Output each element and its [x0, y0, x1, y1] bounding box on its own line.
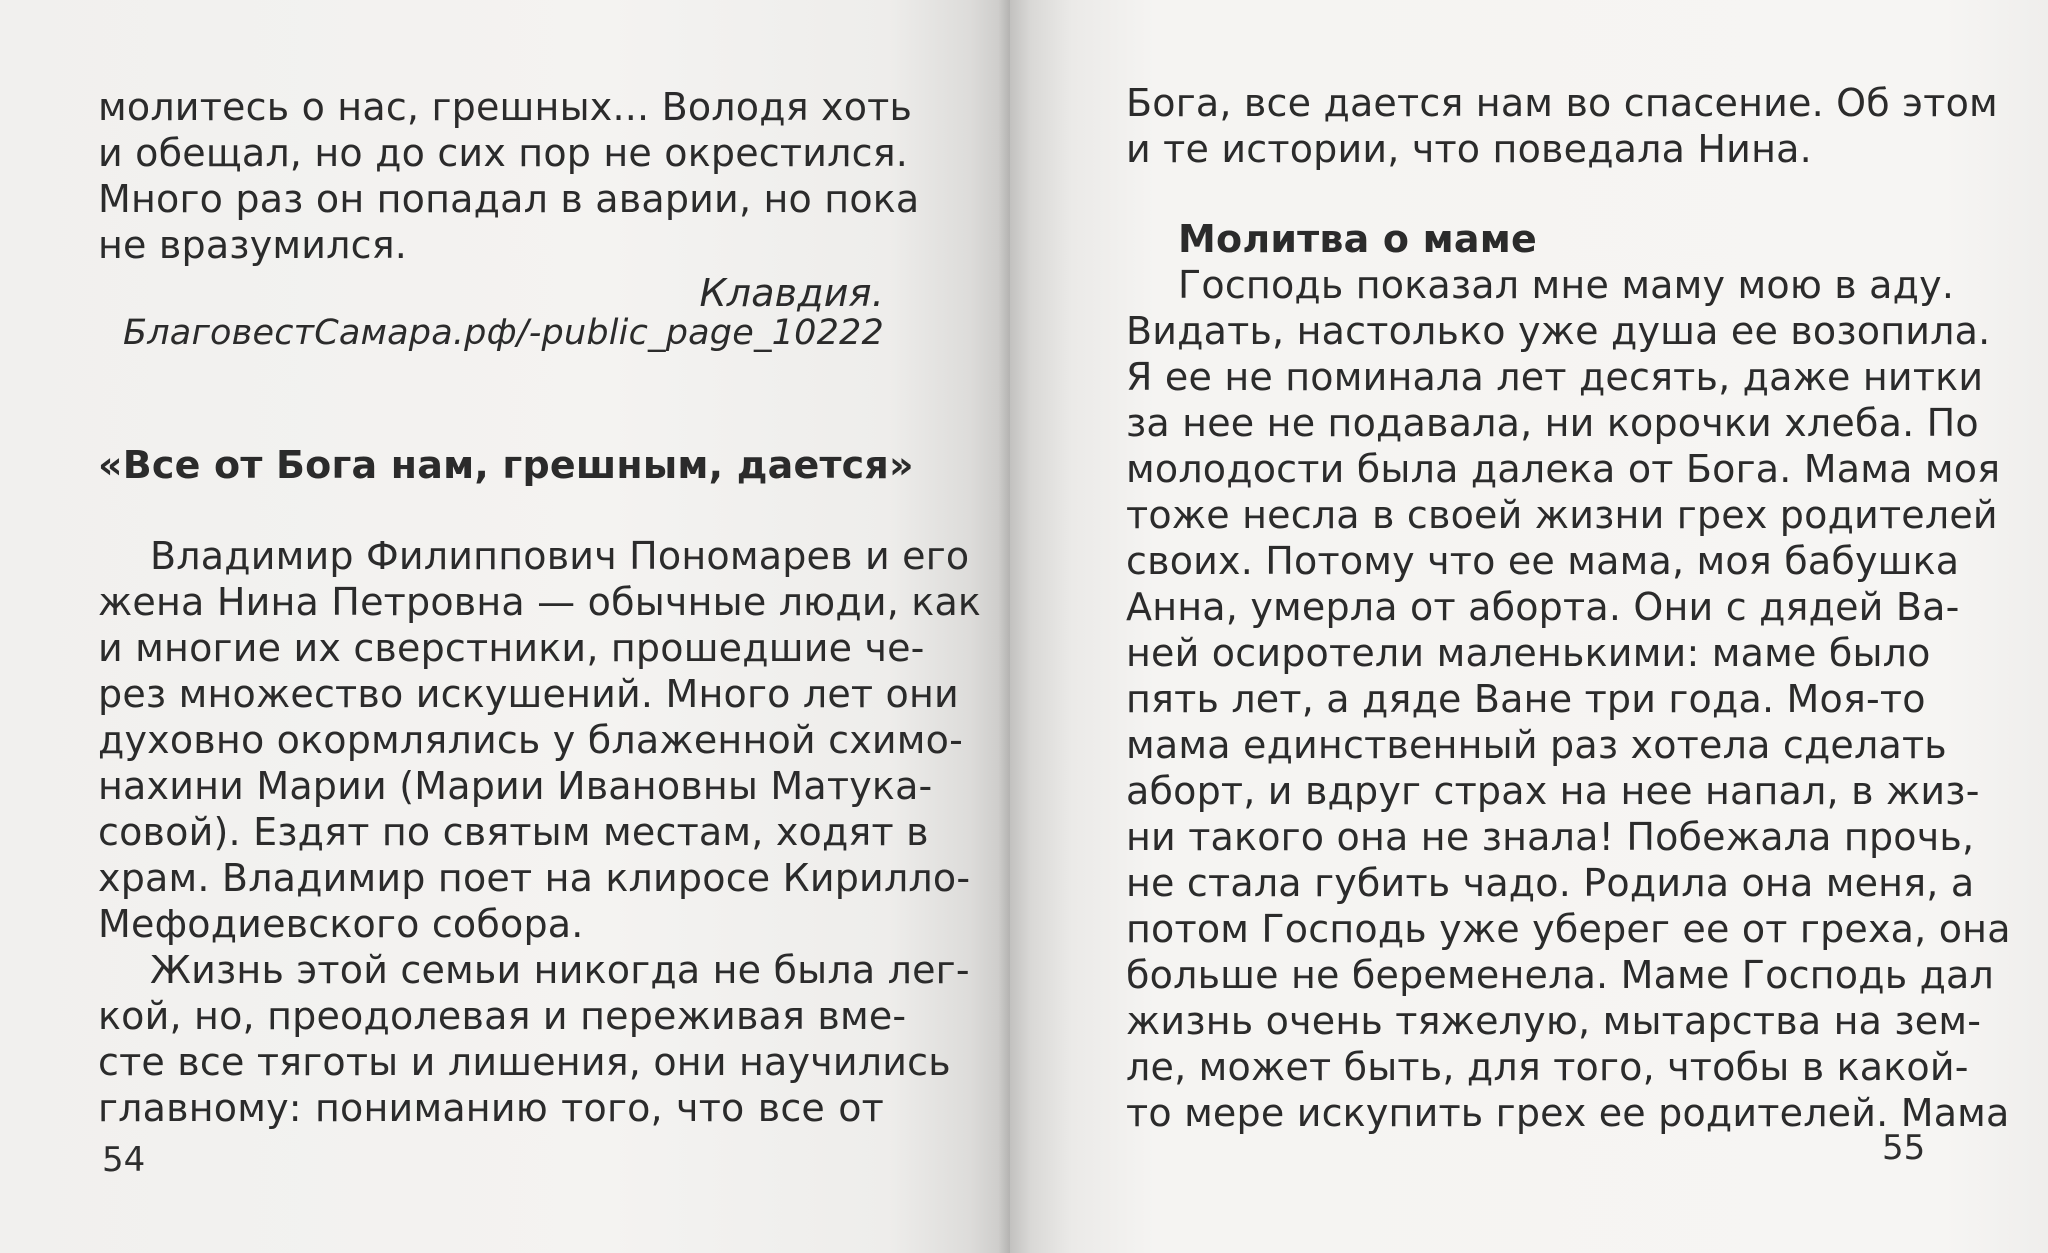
paragraph-line: главному: пониманию того, что все от — [98, 1086, 884, 1130]
subheading: Молитва о маме — [1178, 217, 1537, 261]
paragraph-line: своих. Потому что ее мама, моя бабушка — [1126, 539, 1960, 583]
paragraph-line: храм. Владимир поет на клиросе Кирилло- — [98, 856, 971, 900]
paragraph-line: сте все тяготы и лишения, они научились — [98, 1040, 951, 1084]
paragraph-line: духовно окормлялись у блаженной схимо- — [98, 718, 964, 762]
section-heading: «Все от Бога нам, грешным, дается» — [98, 443, 914, 487]
left-page — [0, 0, 1010, 1253]
paragraph-line: не стала губить чадо. Родила она меня, а — [1126, 861, 1975, 905]
paragraph-line: жизнь очень тяжелую, мытарства на зем- — [1126, 999, 1982, 1043]
paragraph-line: аборт, и вдруг страх на нее напал, в жиз- — [1126, 769, 1980, 813]
paragraph-line: ни такого она не знала! Побежала прочь, — [1126, 815, 1975, 859]
page-number: 55 — [1882, 1128, 1926, 1168]
paragraph-line: мама единственный раз хотела сделать — [1126, 723, 1947, 767]
paragraph-line: Господь показал мне маму мою в аду. — [1178, 263, 1955, 307]
paragraph-line: Владимир Филиппович Пономарев и его — [150, 534, 970, 578]
paragraph-line: больше не беременела. Маме Господь дал — [1126, 953, 1995, 997]
paragraph-line: Мефодиевского собора. — [98, 902, 584, 946]
paragraph-line: Я ее не поминала лет десять, даже нитки — [1126, 355, 1984, 399]
paragraph-line: за нее не подавала, ни корочки хлеба. По — [1126, 401, 1979, 445]
paragraph-line: пять лет, а дяде Ване три года. Моя-то — [1126, 677, 1926, 721]
paragraph-line: нахини Марии (Марии Ивановны Матука- — [98, 764, 933, 808]
paragraph-line: ней осиротели маленькими: маме было — [1126, 631, 1931, 675]
text-line: молитесь о нас, грешных... Володя хоть — [98, 85, 913, 129]
paragraph-line: рез множество искушений. Много лет они — [98, 672, 959, 716]
paragraph-line: то мере искупить грех ее родителей. Мама — [1126, 1091, 2010, 1135]
paragraph-line: жена Нина Петровна — обычные люди, как — [98, 580, 982, 624]
paragraph-line: потом Господь уже уберег ее от греха, она — [1126, 907, 2011, 951]
paragraph-line: Видать, настолько уже душа ее возопила. — [1126, 309, 1991, 353]
paragraph-line: и многие их сверстники, прошедшие че- — [98, 626, 925, 670]
paragraph-line: Анна, умерла от аборта. Они с дядей Ва- — [1126, 585, 1960, 629]
text-line: Бога, все дается нам во спасение. Об этом — [1126, 81, 1998, 125]
paragraph-line: Жизнь этой семьи никогда не была лег- — [150, 948, 970, 992]
signature-author: Клавдия. — [699, 271, 884, 315]
signature-source: БлаговестСамара.рф/-public_page_10222 — [123, 313, 884, 353]
paragraph-line: тоже несла в своей жизни грех родителей — [1126, 493, 1998, 537]
text-line: и обещал, но до сих пор не окрестился. — [98, 131, 909, 175]
right-page — [1010, 0, 2048, 1253]
text-line: не вразумился. — [98, 223, 408, 267]
paragraph-line: ле, может быть, для того, чтобы в какой- — [1126, 1045, 1969, 1089]
page-number: 54 — [102, 1140, 146, 1180]
text-line: Много раз он попадал в аварии, но пока — [98, 177, 920, 221]
paragraph-line: совой). Ездят по святым местам, ходят в — [98, 810, 929, 854]
paragraph-line: молодости была далека от Бога. Мама моя — [1126, 447, 2001, 491]
text-line: и те истории, что поведала Нина. — [1126, 127, 1812, 171]
paragraph-line: кой, но, преодолевая и переживая вме- — [98, 994, 907, 1038]
